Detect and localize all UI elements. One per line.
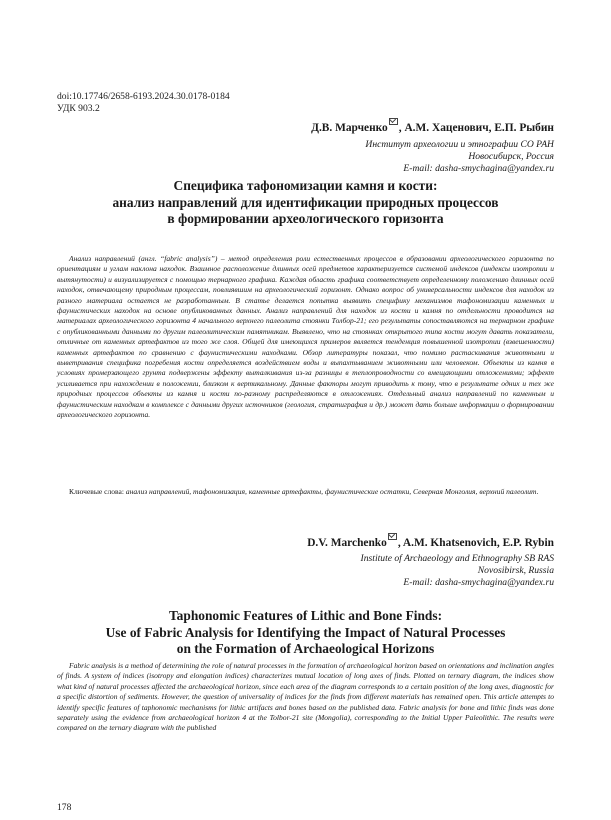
en-institute: Institute of Archaeology and Ethnography SB RAS <box>360 553 554 564</box>
ru-article-title <box>57 178 554 228</box>
en-email[interactable]: E-mail: dasha-smychagina@yandex.ru <box>403 577 554 589</box>
ru-authors <box>311 122 554 135</box>
ru-keywords-label: Ключевые слова: <box>69 487 124 496</box>
en-authors-rest: , A.M. Khatsenovich, E.P. Rybin <box>397 537 554 549</box>
ru-email[interactable]: E-mail: dasha-smychagina@yandex.ru <box>403 163 554 175</box>
en-title-line: Taphonomic Features of Lithic and Bone Finds: <box>168 608 443 623</box>
envelope-icon[interactable] <box>388 533 397 540</box>
page-number: 178 <box>57 802 72 813</box>
ru-author-first: Д.В. Марченко <box>311 122 388 134</box>
ru-keywords-text: анализ направлений, тафономизация, каменные артефакты, фаунистические остатки, Северная Монголия, верхний палеолит. <box>125 487 539 496</box>
ru-authors-rest: , А.М. Хаценович, Е.П. Рыбин <box>398 122 554 134</box>
ru-institute: Институт археологии и этнографии СО РАН <box>365 139 554 150</box>
ru-abstract-text: Анализ направлений (англ. “fabric analysis”) – метод определения роли естественных процессов в образовании археологического горизонта по ориентациям и углам наклона находок. Взаимное расположение длинных осей предметов характеризуется системой индексов (индексы изотропии и вытянутости) и визуализируется с помощью тернарного графика. Каждая область графика соответствует определенному положению длинных осей находок, отвечающему природным процессам, повлиявшим на археологический горизонт. Однако вопрос об универсальности индексов для находок из разного материала остается не разработанным. В статье делается попытка выявить специфику механизмов тафономизации каменных и фаунистических находок на основе опубликованных данных. Анализ направлений для находок из кости и камня по отдельности проводится на материалах археологического горизонта 4 начального верхнего палеолита стоянки Толбор-21; его результаты сопоставляются на тернарном графике с опубликованными данными по другим палеолитическим памятникам. Выявлено, что на стоянках открытого типа кости могут давать показатели, отличные от каменных артефактов из того же слоя. Общей для имеющихся примеров является тенденция повышенной изотропии (взвешенности) каменных артефактов по сравнению с фаунистическими находками. Обзор литературы показал, что помимо растаскивания животными и выветривания специфика погребения кости определяется воздействием воды и выпахтыванием животными или человеком. Объекты из камня в условиях промерзающего грунта подвержены эффекту выталкивания из-за разницы в теплопроводности со вмещающими отложениями; эффект усиливается при нахождении в положении, близком к вертикальному. Данные факторы могут приводить к тому, что в результате одних и тех же природных процессов объекты из камня и кости по-разному распределяются в отложениях. Отдельный анализ направлений по каменным и фаунистическим находкам в комплексе с данными других источников (геология, стратиграфия и др.) может дать больше информации о формировании археологического горизонта. <box>57 254 554 420</box>
en-abstract-text: Fabric analysis is a method of determining the role of natural processes in the formation of archaeological horizon based on orientations and inclination angles of finds. A system of indices (isotropy and elongation indices) characterizes mutual location of long axes of finds. Plotted on ternary diagram, the indices show what kind of natural processes affected the archaeological horizon, since each area of the diagram corresponds to a certain position of the long axes, diagnostic for a specific distortion of sediments. However, the question of universality of indices for the finds from different materials has remained open. This article attempts to identify specific features of taphonomic mechanisms for lithic artifacts and bones based on the published data. Fabric analysis for bone and lithic finds was done separately using the evidence from archaeological horizon 4 at the Tolbor-21 site (Mongolia), corresponding to the Initial Upper Paleolithic. The results were compared on the ternary diagram with the published <box>57 661 554 733</box>
ru-keywords <box>57 487 554 497</box>
en-title-line: on the Formation of Archaeological Horizons <box>176 641 435 657</box>
ru-abstract <box>57 254 554 476</box>
envelope-icon[interactable] <box>389 118 398 125</box>
doi[interactable]: doi:10.17746/2658-6193.2024.30.0178-0184 <box>57 91 230 102</box>
ru-title-line: Специфика тафономизации камня и кости: <box>173 178 438 193</box>
en-city: Novosibirsk, Russia <box>477 565 554 577</box>
en-affiliation <box>361 553 554 590</box>
udk-code: УДК 903.2 <box>57 103 100 114</box>
en-abstract <box>57 661 554 806</box>
en-title-line: Use of Fabric Analysis for Identifying the Impact of Natural Processes <box>105 624 506 640</box>
en-author-first: D.V. Marchenko <box>307 537 387 549</box>
ru-title-line: в формировании археологического горизонта <box>167 211 444 227</box>
ru-affiliation <box>365 139 554 176</box>
ru-title-line: анализ направлений для идентификации природных процессов <box>112 194 499 210</box>
en-authors <box>307 537 554 550</box>
en-article-title <box>57 608 554 658</box>
article-page <box>57 0 554 820</box>
ru-city: Новосибирск, Россия <box>468 151 554 163</box>
